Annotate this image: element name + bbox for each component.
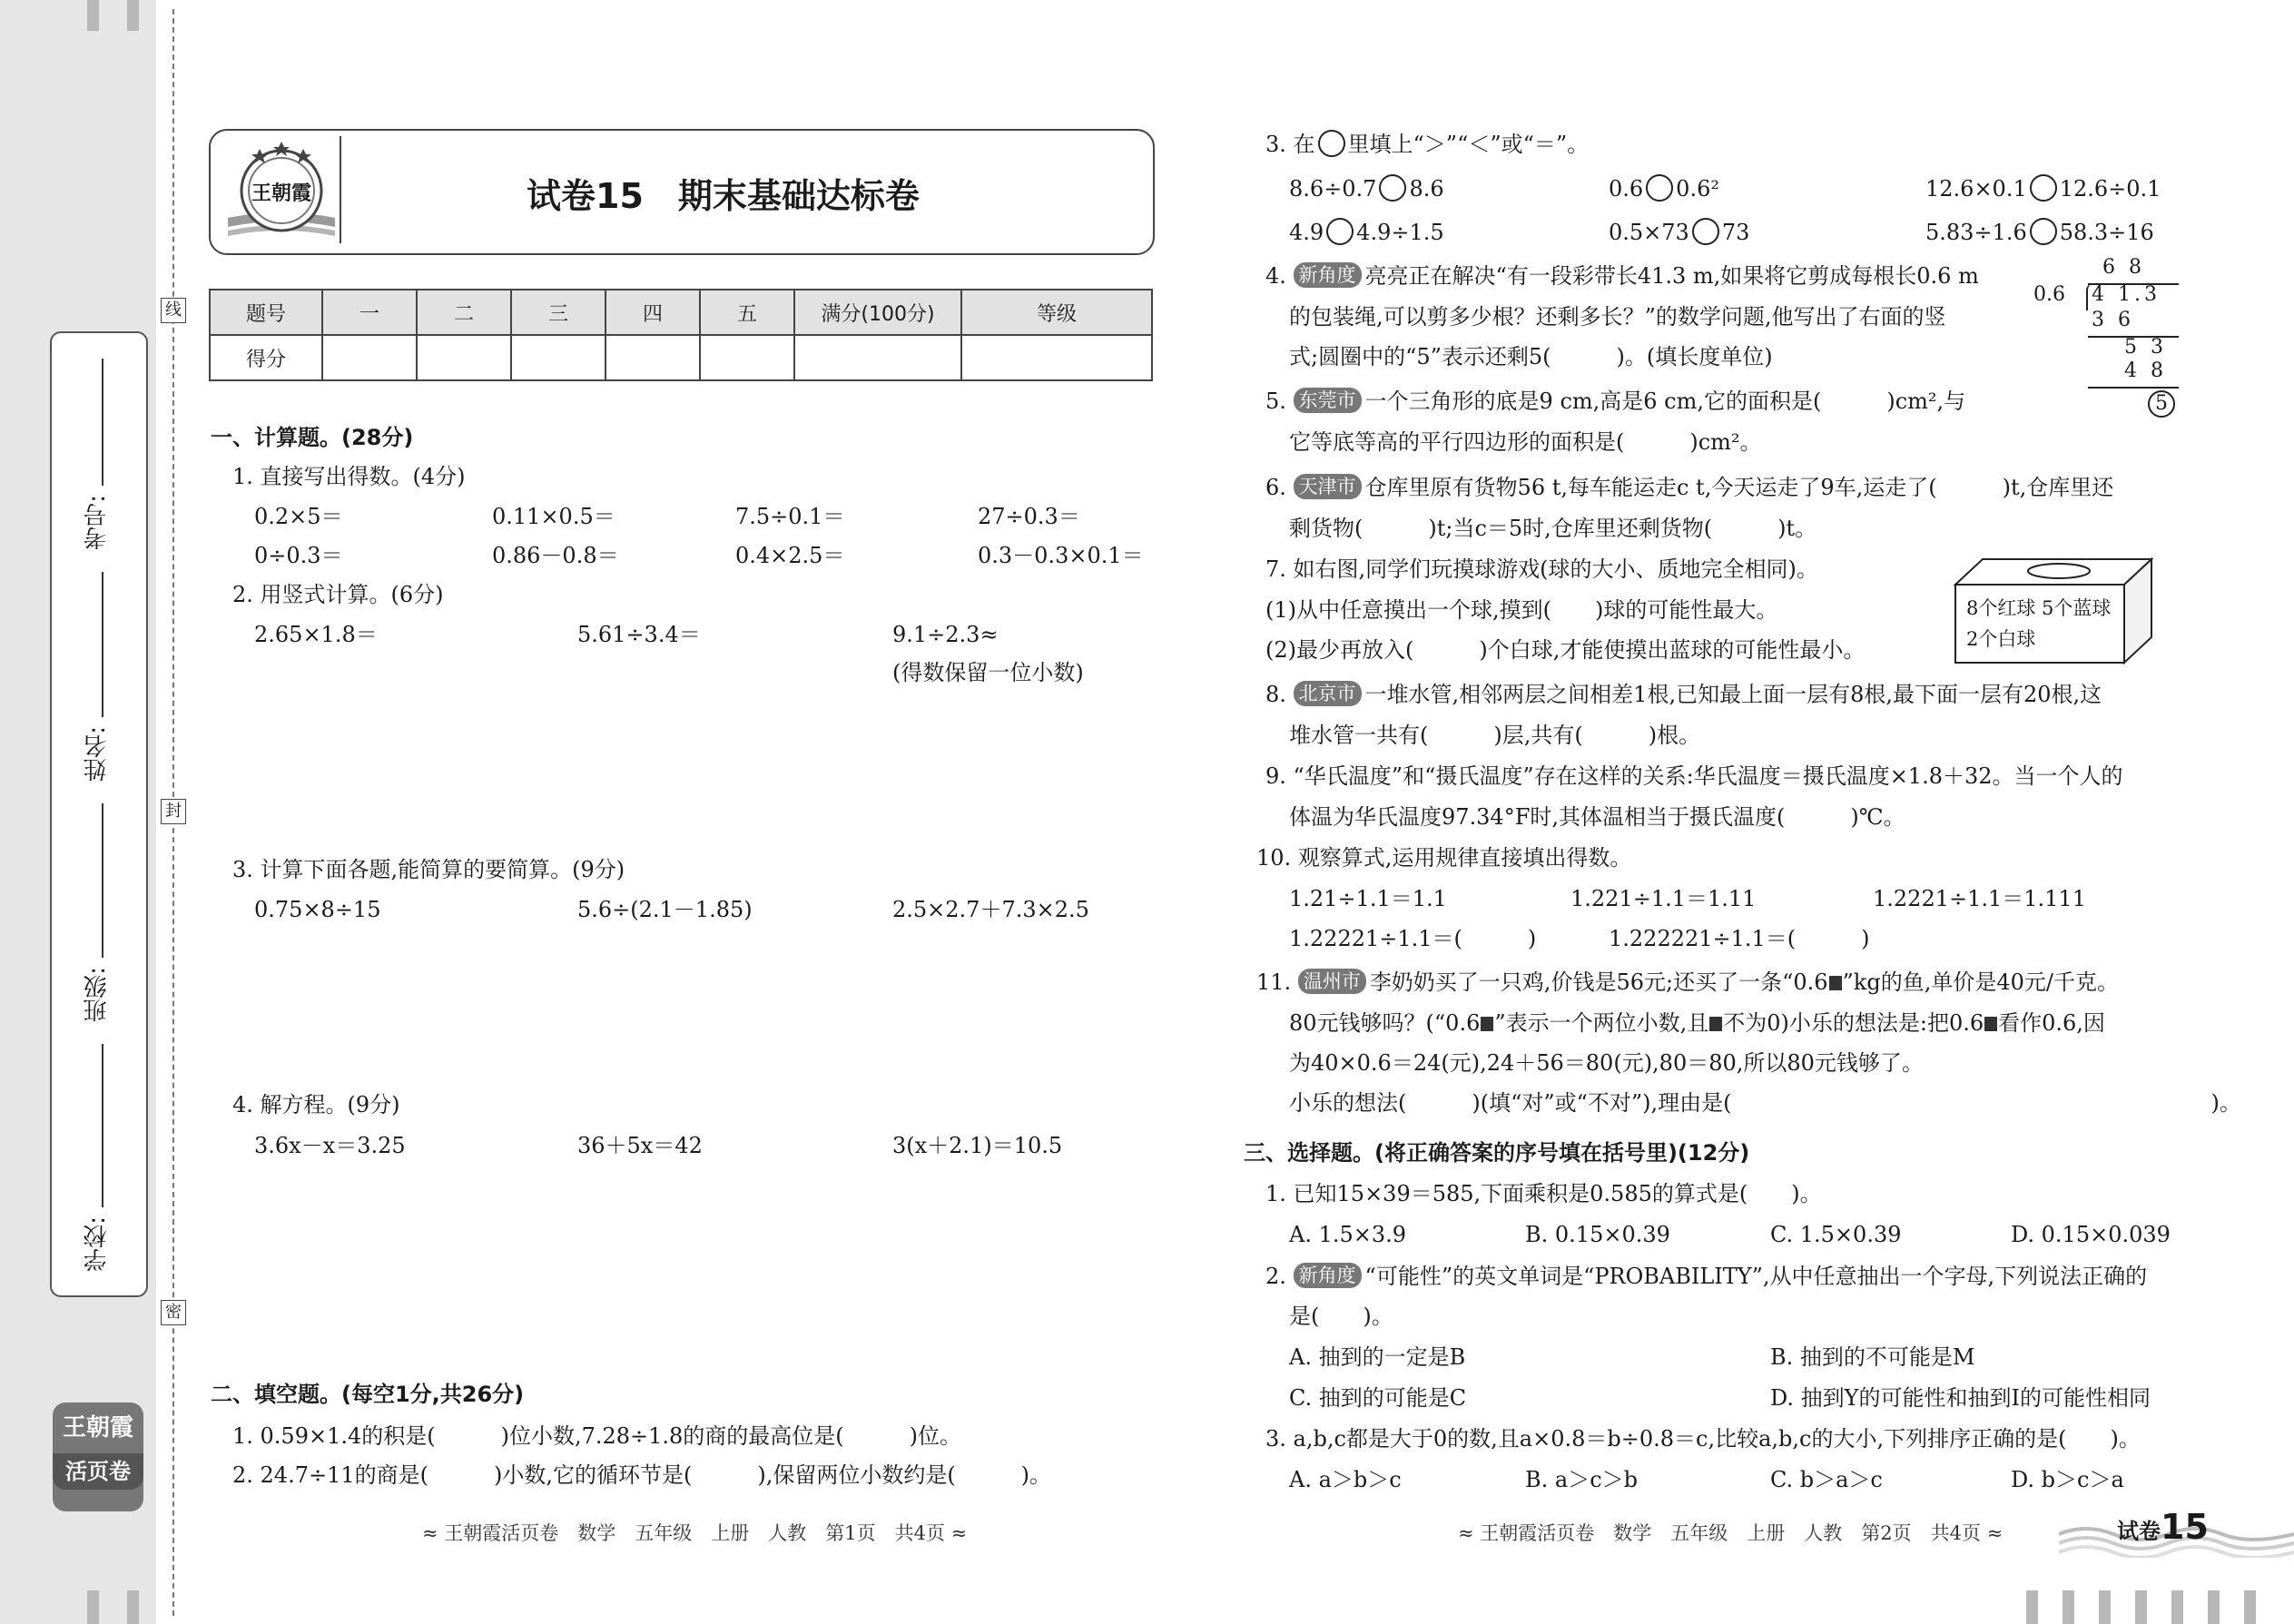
question-1-2: 2. 用竖式计算。(6分) xyxy=(232,582,444,607)
section-3-heading: 三、选择题。(将正确答案的序号填在括号里)(12分) xyxy=(1244,1140,1750,1166)
seal-secret-mark: 密 xyxy=(161,1300,186,1325)
calc-item: 0.2×5＝ xyxy=(254,504,343,529)
score-row-label: 得分 xyxy=(210,335,322,380)
compare-item xyxy=(1289,218,1444,247)
margin-bar xyxy=(2208,1590,2220,1624)
page-title: 试卷15 期末基础达标卷 xyxy=(527,176,920,216)
rounding-note: (得数保留一位小数) xyxy=(892,660,1084,685)
q11-line2d: 看作0.6,因 xyxy=(1998,1010,2105,1036)
compare-item xyxy=(1925,174,2161,203)
score-header-cell: 满分(100分) xyxy=(794,290,961,335)
c2-line2: 是( )。 xyxy=(1289,1304,1393,1329)
margin-bar xyxy=(2099,1590,2111,1624)
field-school[interactable] xyxy=(102,1044,103,1207)
q6-line1: 仓库里原有货物56 t,每车能运走c t,今天运走了9车,运走了( )t,仓库里还 xyxy=(1364,475,2114,500)
compare-right: 73 xyxy=(1721,220,1750,245)
compare-circle[interactable] xyxy=(1646,174,1673,202)
div-quotient: 6 8 xyxy=(2102,256,2145,279)
margin-bar xyxy=(87,0,99,31)
q6-line2: 剩货物( )t;当c＝5时,仓库里还剩货物( )t。 xyxy=(1289,516,1817,541)
q11-number: 11. xyxy=(1256,969,1292,995)
choice-option[interactable]: A. 1.5×3.9 xyxy=(1289,1222,1407,1247)
box-text-line1: 8个红球 5个蓝球 xyxy=(1966,597,2112,619)
page-number xyxy=(2117,1507,2209,1547)
equation-item: 3(x＋2.1)＝10.5 xyxy=(892,1133,1063,1158)
tag-dongguan: 东莞市 xyxy=(1294,388,1362,413)
label-exam-no: 考号: xyxy=(84,495,111,550)
q6-number: 6. xyxy=(1265,475,1286,500)
tag-beijing: 北京市 xyxy=(1294,681,1362,706)
score-cell[interactable] xyxy=(417,335,511,380)
compare-left: 0.5×73 xyxy=(1609,220,1689,245)
tag-wenzhou: 温州市 xyxy=(1298,969,1366,994)
simplify-item: 5.6÷(2.1－1.85) xyxy=(577,897,753,922)
brand-logo-bottom: 活页卷 xyxy=(53,1453,143,1490)
margin-bar xyxy=(127,1590,139,1624)
field-class[interactable] xyxy=(102,803,103,958)
compare-left: 0.6 xyxy=(1609,176,1644,202)
div-dividend: 4 1.3 xyxy=(2092,283,2161,306)
fill-question-8 xyxy=(1265,680,2102,709)
compare-item xyxy=(1289,174,1444,203)
question-1-1: 1. 直接写出得数。(4分) xyxy=(232,464,466,489)
equation-item: 36＋5x＝42 xyxy=(577,1133,703,1158)
page-number-label: 试卷 xyxy=(2117,1519,2161,1544)
q11-line2c: 不为0)小乐的想法是:把0.6 xyxy=(1723,1010,1984,1036)
field-exam-no[interactable] xyxy=(102,359,103,486)
margin-bar xyxy=(2026,1590,2038,1624)
div-remainder: 5 xyxy=(2148,390,2175,418)
score-cell[interactable] xyxy=(961,335,1152,380)
choice-option[interactable]: D. b＞c＞a xyxy=(2011,1467,2124,1492)
q4-line1: 亮亮正在解决“有一段彩带长41.3 m,如果将它剪成每根长0.6 m xyxy=(1364,263,1979,289)
calc-item: 27÷0.3＝ xyxy=(978,504,1080,529)
fill-question-10: 10. 观察算式,运用规律直接填出得数。 xyxy=(1256,845,1632,871)
q7-part2: (2)最少再放入( )个白球,才能使摸出蓝球的可能性最小。 xyxy=(1265,637,1866,663)
label-school: 学校: xyxy=(84,1216,111,1272)
choice-option[interactable]: C. b＞a＞c xyxy=(1770,1467,1883,1492)
compare-left: 4.9 xyxy=(1289,220,1324,245)
score-header-cell: 题号 xyxy=(210,290,322,335)
q11-line3: 为40×0.6＝24(元),24＋56＝80(元),80＝80,所以80元钱够了。 xyxy=(1289,1050,1924,1076)
choice-question-1: 1. 已知15×39＝585,下面乘积是0.585的算式是( )。 xyxy=(1265,1181,1822,1206)
compare-left: 12.6×0.1 xyxy=(1925,176,2027,202)
vertical-calc-item: 5.61÷3.4＝ xyxy=(577,622,701,647)
q5-line1: 一个三角形的底是9 cm,高是6 cm,它的面积是( )cm²,与 xyxy=(1364,389,1966,414)
seal-seal-mark: 封 xyxy=(161,799,186,824)
div-step2: 5 3 xyxy=(2124,336,2167,359)
pattern-item: 1.22221÷1.1＝( ) xyxy=(1289,926,1537,951)
vertical-calc-item: 9.1÷2.3≈ xyxy=(892,622,999,647)
fill-question-7: 7. 如右图,同学们玩摸球游戏(球的大小、质地完全相同)。 xyxy=(1265,556,1818,582)
margin-bar xyxy=(2171,1590,2183,1624)
c2-number: 2. xyxy=(1265,1264,1286,1289)
div-step3: 4 8 xyxy=(2124,359,2167,382)
fill-question-3 xyxy=(1265,130,1589,159)
div-divisor: 0.6 xyxy=(2033,283,2065,306)
compare-right: 58.3÷16 xyxy=(2059,220,2154,245)
score-header-cell: 五 xyxy=(700,290,794,335)
pattern-item: 1.2221÷1.1＝1.111 xyxy=(1873,886,2086,911)
score-cell[interactable] xyxy=(700,335,794,380)
score-header-cell: 等级 xyxy=(961,290,1152,335)
page-number-value: 15 xyxy=(2161,1507,2209,1547)
choice-option[interactable]: C. 1.5×0.39 xyxy=(1770,1222,1902,1247)
calc-item: 7.5÷0.1＝ xyxy=(735,504,845,529)
section-2-heading: 二、填空题。(每空1分,共26分) xyxy=(211,1382,525,1407)
score-table xyxy=(209,289,1153,381)
choice-question-2 xyxy=(1265,1262,2147,1291)
score-header-cell: 一 xyxy=(322,290,417,335)
div-line xyxy=(2088,387,2179,389)
tag-tianjin: 天津市 xyxy=(1294,474,1362,499)
fill-question-2: 2. 24.7÷11的商是( )小数,它的循环节是( ),保留两位小数约是( )。 xyxy=(232,1462,1052,1488)
compare-circle[interactable] xyxy=(1379,174,1406,202)
div-step1: 3 6 xyxy=(2092,309,2134,331)
seal-logo-icon xyxy=(223,136,340,243)
q11-line1a: 李奶奶买了一只鸡,价钱是56元;还买了一条“0.6 xyxy=(1369,969,1828,995)
choice-option[interactable]: A. a＞b＞c xyxy=(1289,1467,1402,1492)
q5-line2: 它等底等高的平行四边形的面积是( )cm²。 xyxy=(1289,429,1762,455)
score-header-cell: 四 xyxy=(605,290,700,335)
student-info-box xyxy=(50,331,148,1297)
vertical-calc-item: 2.65×1.8＝ xyxy=(254,622,378,647)
q7-part1: (1)从中任意摸出一个球,摸到( )球的可能性最大。 xyxy=(1265,597,1778,623)
unknown-digit-icon xyxy=(1709,1017,1722,1031)
brand-logo-top: 王朝霞 xyxy=(62,1414,133,1442)
long-division xyxy=(2030,256,2193,419)
score-cell[interactable] xyxy=(794,335,961,380)
unknown-digit-icon xyxy=(1481,1017,1493,1031)
footer-right: ≈ 王朝霞活页卷 数学 五年级 上册 人教 第2页 共4页 ≈ xyxy=(1458,1522,2004,1544)
score-header-cell: 二 xyxy=(417,290,511,335)
compare-left: 8.6÷0.7 xyxy=(1289,176,1377,202)
fill-question-1: 1. 0.59×1.4的积是( )位小数,7.28÷1.8的商的最高位是( )位。 xyxy=(232,1423,962,1449)
calc-item: 0.86－0.8＝ xyxy=(492,543,619,568)
compare-item xyxy=(1925,218,2154,247)
q8-line1: 一堆水管,相邻两层之间相差1根,已知最上面一层有8根,最下面一层有20根,这 xyxy=(1364,682,2102,707)
q11-line2 xyxy=(1289,1009,2105,1038)
margin-bar xyxy=(2135,1590,2147,1624)
compare-circle[interactable] xyxy=(1326,218,1354,245)
choice-option[interactable]: D. 0.15×0.039 xyxy=(2011,1222,2171,1247)
calc-item: 0÷0.3＝ xyxy=(254,543,343,568)
tag-new-angle: 新角度 xyxy=(1294,262,1362,288)
q4-number: 4. xyxy=(1265,263,1286,289)
compare-circle[interactable] xyxy=(2030,174,2057,202)
fill-question-4 xyxy=(1265,261,1979,290)
q8-number: 8. xyxy=(1265,682,1286,707)
score-cell[interactable] xyxy=(605,335,700,380)
calc-item: 0.11×0.5＝ xyxy=(492,504,615,529)
equation-item: 3.6x－x＝3.25 xyxy=(254,1133,406,1158)
answer-circle[interactable] xyxy=(1318,130,1345,157)
tag-new-angle: 新角度 xyxy=(1294,1263,1362,1288)
seal-logo-text: 王朝霞 xyxy=(251,182,311,205)
q3-prefix: 3. 在 xyxy=(1265,132,1315,157)
box-text-line2: 2个白球 xyxy=(1966,628,2036,650)
score-header-cell: 三 xyxy=(511,290,605,335)
q11-line2b: ”表示一个两位小数,且 xyxy=(1494,1010,1709,1036)
simplify-item: 0.75×8÷15 xyxy=(254,897,381,922)
choice-option[interactable]: D. 抽到Y的可能性和抽到I的可能性相同 xyxy=(1770,1385,2151,1411)
q11-line4: 小乐的想法( )(填“对”或“不对”),理由是( )。 xyxy=(1289,1090,2241,1116)
choice-question-3: 3. a,b,c都是大于0的数,且a×0.8＝b÷0.8＝c,比较a,b,c的大小,下列排序正确的是( )。 xyxy=(1265,1426,2141,1452)
margin-bar xyxy=(127,0,139,31)
choice-option[interactable]: B. a＞c＞b xyxy=(1525,1467,1639,1492)
compare-right: 12.6÷0.1 xyxy=(2059,176,2161,202)
seal-line-mark: 线 xyxy=(161,298,186,323)
simplify-item: 2.5×2.7＋7.3×2.5 xyxy=(892,897,1089,922)
q11-line2a: 80元钱够吗？(“0.6 xyxy=(1289,1010,1481,1036)
ball-box-figure xyxy=(1952,556,2155,666)
unknown-digit-icon xyxy=(1829,976,1842,990)
compare-right: 0.6² xyxy=(1676,176,1719,202)
choice-option[interactable]: A. 抽到的一定是B xyxy=(1289,1344,1466,1370)
q8-line2: 堆水管一共有( )层,共有( )根。 xyxy=(1289,723,1701,748)
c2-line1: “可能性”的英文单词是“PROBABILITY”,从中任意抽出一个字母,下列说法正确的 xyxy=(1364,1264,2148,1289)
choice-option[interactable]: C. 抽到的可能是C xyxy=(1289,1385,1467,1411)
label-name: 姓名: xyxy=(84,726,111,782)
pattern-item: 1.221÷1.1＝1.11 xyxy=(1570,886,1757,911)
compare-item xyxy=(1609,174,1719,203)
score-cell[interactable] xyxy=(322,335,417,380)
compare-right: 4.9÷1.5 xyxy=(1356,220,1444,245)
footer-left: ≈ 王朝霞活页卷 数学 五年级 上册 人教 第1页 共4页 ≈ xyxy=(422,1522,968,1544)
fill-question-5 xyxy=(1265,387,1965,416)
margin-bar xyxy=(87,1590,99,1624)
calc-item: 0.4×2.5＝ xyxy=(735,543,845,568)
brand-logo xyxy=(53,1403,143,1511)
compare-circle[interactable] xyxy=(1692,218,1719,245)
question-1-4: 4. 解方程。(9分) xyxy=(232,1092,400,1117)
margin-bar xyxy=(2244,1590,2256,1624)
calc-item: 0.3－0.3×0.1＝ xyxy=(978,543,1144,568)
fill-question-6 xyxy=(1265,473,2113,502)
score-cell[interactable] xyxy=(511,335,605,380)
fill-question-11 xyxy=(1256,968,2119,997)
q4-line3: 式;圆圈中的“5”表示还剩5( )。(填长度单位) xyxy=(1289,344,1773,369)
compare-item xyxy=(1609,218,1749,247)
compare-circle[interactable] xyxy=(2030,218,2057,245)
q4-line2: 的包装绳,可以剪多少根？还剩多长？”的数学问题,他写出了右面的竖 xyxy=(1289,304,1946,330)
q9-line2: 体温为华氏温度97.34°F时,其体温相当于摄氏温度( )℃。 xyxy=(1289,804,1905,830)
q11-line1b: ”kg的鱼,单价是40元/千克。 xyxy=(1842,969,2119,995)
compare-left: 5.83÷1.6 xyxy=(1925,220,2027,245)
choice-option[interactable]: B. 0.15×0.39 xyxy=(1525,1222,1670,1247)
label-class: 班级: xyxy=(84,967,111,1022)
q3-suffix: 里填上“＞”“＜”或“＝”。 xyxy=(1347,132,1590,157)
margin-bar xyxy=(2063,1590,2074,1624)
compare-right: 8.6 xyxy=(1409,176,1444,202)
fill-question-9: 9. “华氏温度”和“摄氏温度”存在这样的关系:华氏温度＝摄氏温度×1.8＋32。当一个人的 xyxy=(1265,763,2123,789)
unknown-digit-icon xyxy=(1984,1017,1997,1031)
choice-option[interactable]: B. 抽到的不可能是M xyxy=(1770,1344,1975,1370)
pattern-item: 1.21÷1.1＝1.1 xyxy=(1289,886,1447,911)
field-name[interactable] xyxy=(102,572,103,717)
section-1-heading: 一、计算题。(28分) xyxy=(211,425,414,450)
pattern-item: 1.222221÷1.1＝( ) xyxy=(1609,926,1870,951)
title-divider xyxy=(340,136,341,243)
q5-number: 5. xyxy=(1265,389,1286,414)
question-1-3: 3. 计算下面各题,能简算的要简算。(9分) xyxy=(232,857,625,882)
